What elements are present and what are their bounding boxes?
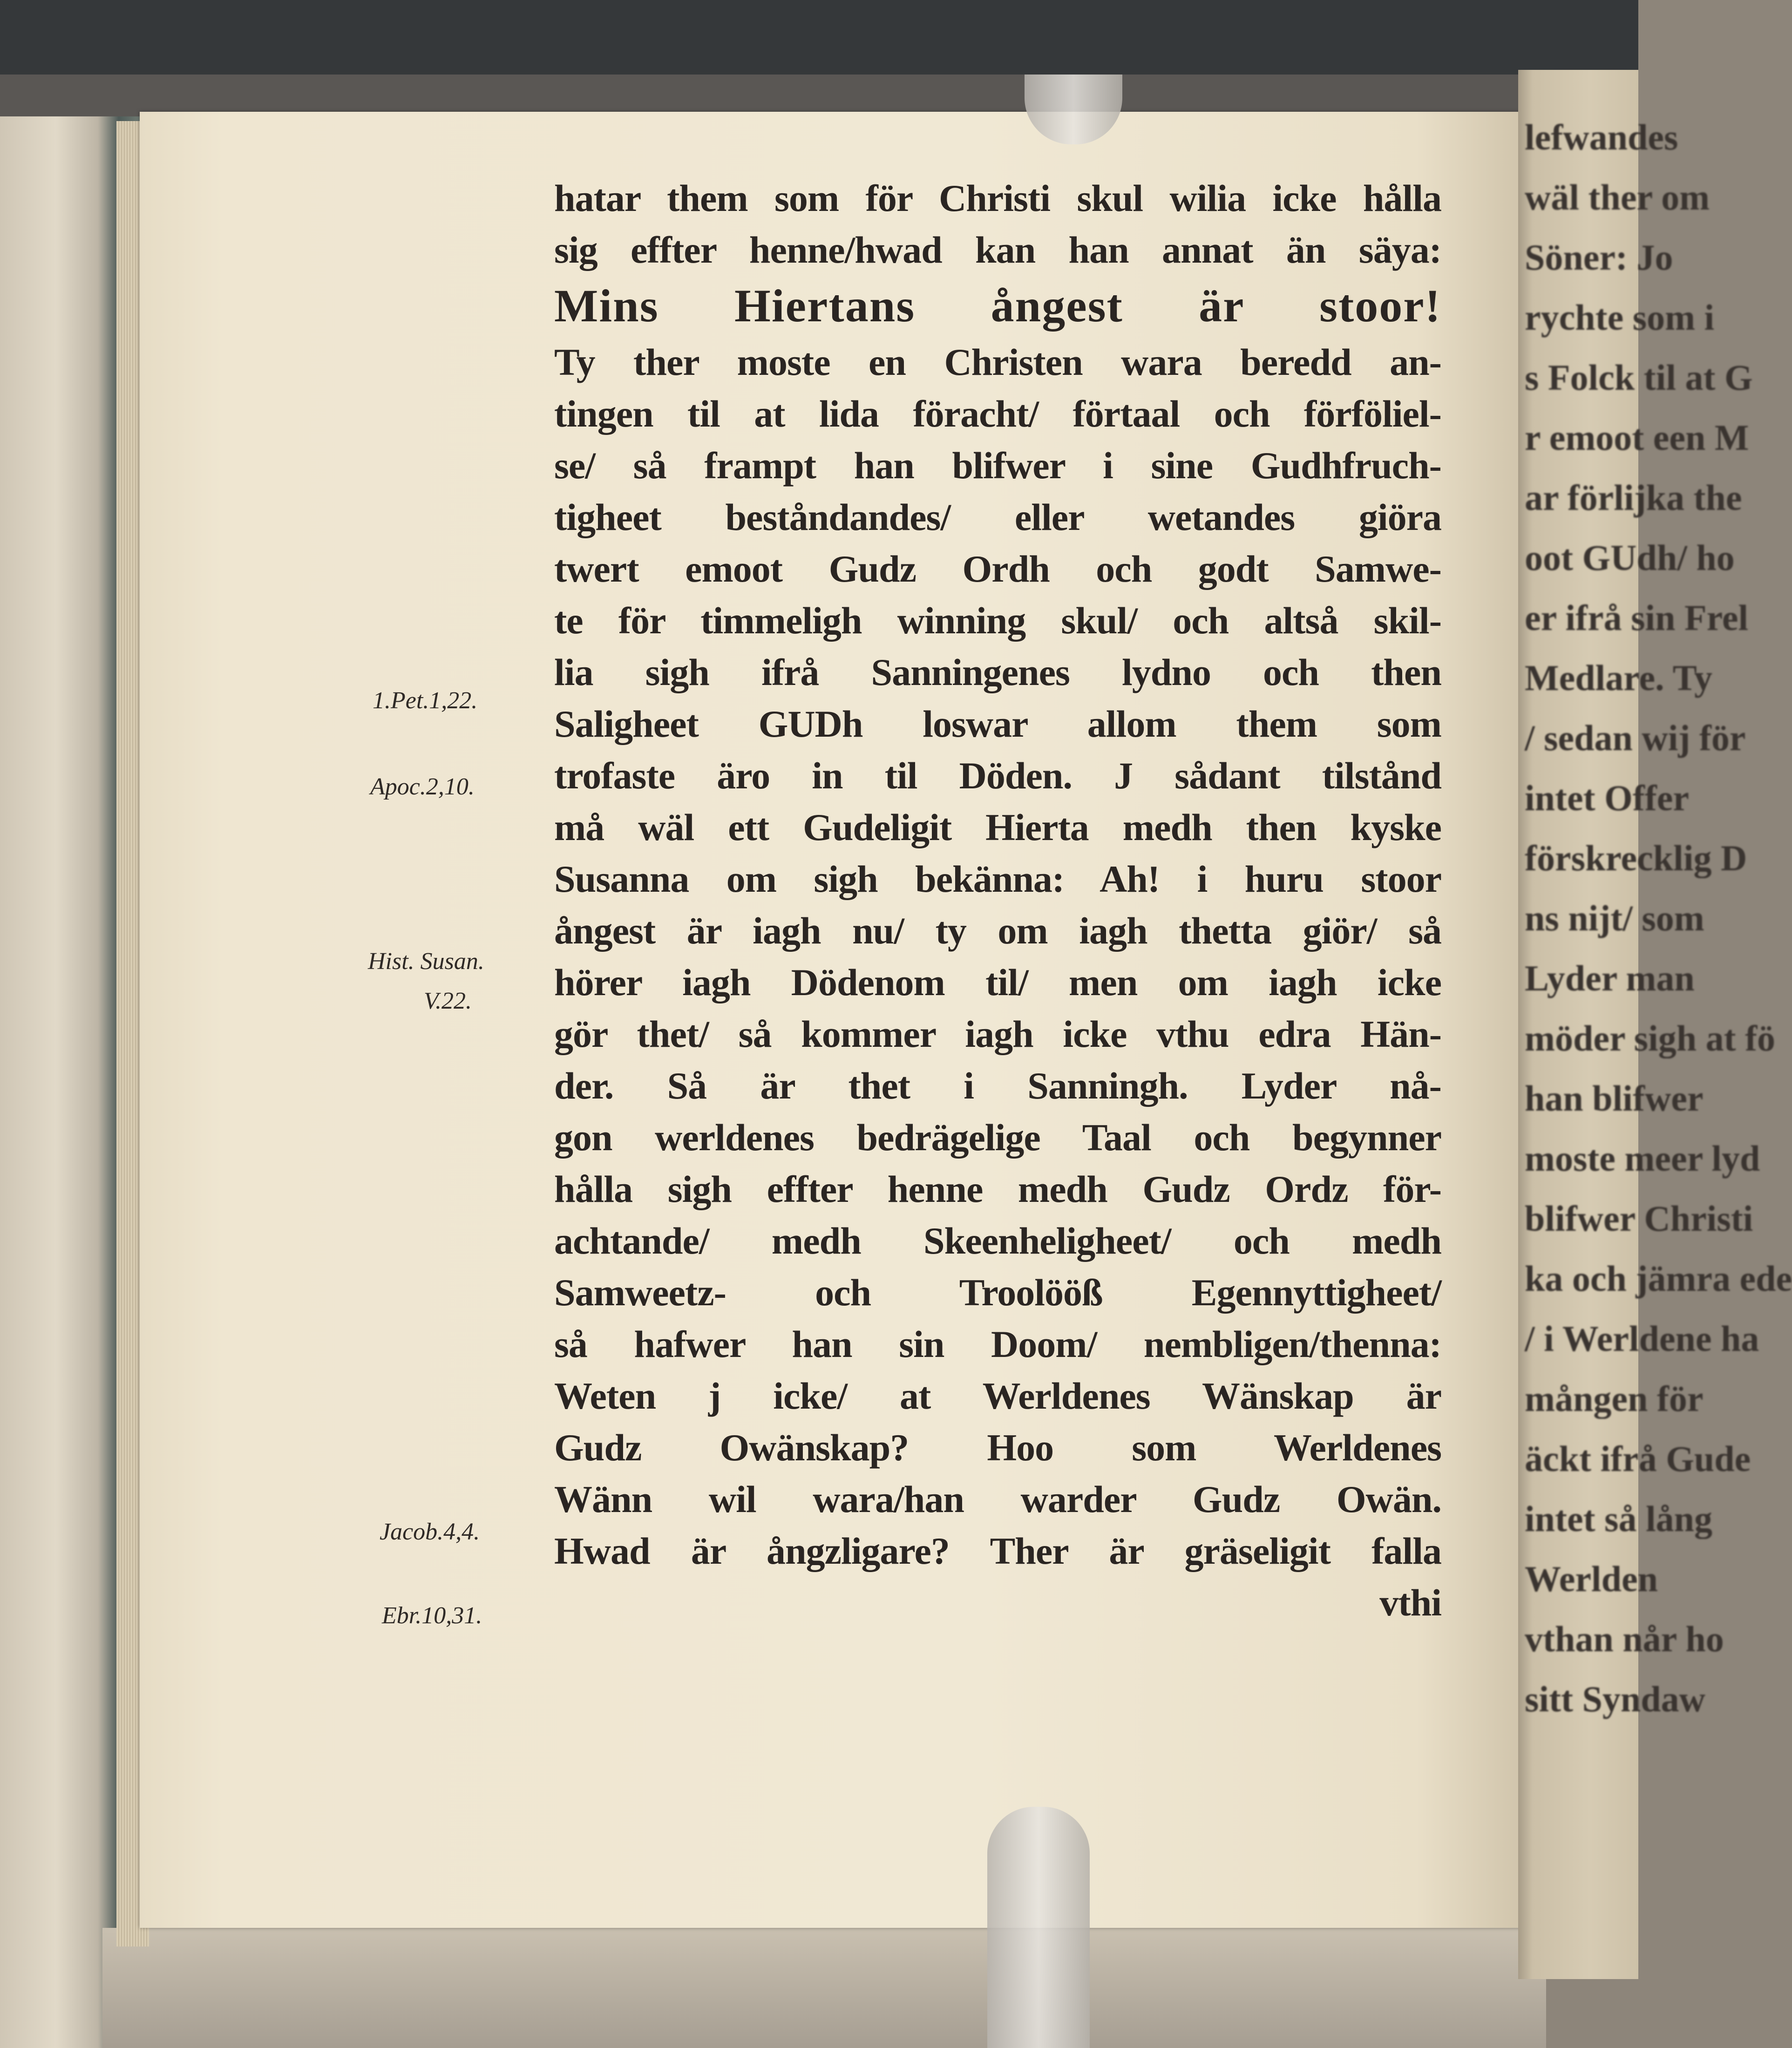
- scan-background-top: [0, 0, 1638, 81]
- text-line: tingen til at lida föracht/ förtaal och förföliel-: [554, 393, 1441, 435]
- facing-page-line: Werlden: [1525, 1559, 1658, 1599]
- text-line: vthi: [1379, 1581, 1441, 1624]
- text-line: sig effter henne/hwad kan han annat än säya:: [554, 229, 1441, 271]
- text-line: hatar them som för Christi skul wilia icke hålla: [554, 177, 1441, 219]
- margin-note-apoc: Apoc.2,10.: [370, 773, 475, 800]
- margin-note-verse: V.22.: [424, 988, 472, 1014]
- main-text-block: [554, 172, 1441, 1628]
- text-line: trofaste äro in til Döden. J sådant tilstånd: [554, 754, 1441, 797]
- facing-page-line: intet så lång: [1525, 1499, 1713, 1539]
- text-line: Saligheet GUDh loswar allom them som: [554, 703, 1441, 745]
- margin-note-ebr: Ebr.10,31.: [382, 1602, 482, 1629]
- facing-page-line: s Folck til at G: [1525, 357, 1753, 398]
- facing-page-line: rychte som i: [1525, 297, 1715, 338]
- facing-page-line: / i Werldene ha: [1525, 1318, 1759, 1359]
- text-line: twert emoot Gudz Ordh och godt Samwe-: [554, 548, 1441, 590]
- text-line: hörer iagh Dödenom til/ men om iagh icke: [554, 961, 1441, 1004]
- facing-page-line: Medlare. Ty: [1525, 658, 1712, 698]
- text-line: Weten j icke/ at Werldenes Wänskap är: [554, 1375, 1441, 1417]
- text-line: achtande/ medh Skeenheligheet/ och medh: [554, 1220, 1441, 1262]
- text-line: te för timmeligh winning skul/ och altså skil-: [554, 599, 1441, 642]
- facing-page-line: förskrecklig D: [1525, 838, 1747, 878]
- facing-page-line: moste meer lyd: [1525, 1138, 1760, 1179]
- margin-note-hist-susan: Hist. Susan.: [368, 948, 484, 975]
- text-line: Hwad är ångzligare? Ther är gräseligit falla: [554, 1530, 1441, 1572]
- book-bottom-edge: [102, 1928, 1546, 2048]
- text-line: ångest är iagh nu/ ty om iagh thetta giör/ så: [554, 909, 1441, 952]
- facing-page-line: äckt ifrå Gude: [1525, 1438, 1751, 1479]
- facing-page-line: blifwer Christi: [1525, 1198, 1753, 1239]
- text-line: Mins Hiertans ångest är stoor!: [554, 280, 1441, 332]
- facing-page-line: intet Offer: [1525, 778, 1689, 818]
- text-line: Ty ther moste en Christen wara beredd an-: [554, 341, 1441, 383]
- margin-note-jacob: Jacob.4,4.: [380, 1519, 480, 1545]
- facing-page: [1518, 70, 1792, 1979]
- facing-page-line: ns nijt/ som: [1525, 898, 1704, 938]
- facing-page-line: möder sigh at fö: [1525, 1018, 1776, 1058]
- facing-page-line: ar förlijka the: [1525, 477, 1742, 518]
- text-line: gör thet/ så kommer iagh icke vthu edra Hän-: [554, 1013, 1441, 1055]
- facing-page-line: lefwandes: [1525, 117, 1678, 157]
- facing-page-line: vthan når ho: [1525, 1619, 1724, 1659]
- facing-page-line: Lyder man: [1525, 958, 1695, 998]
- facing-page-line: Söner: Jo: [1525, 237, 1673, 278]
- text-line: må wäl ett Gudeligit Hierta medh then kyske: [554, 806, 1441, 848]
- page-clip-bottom: [987, 1807, 1090, 2048]
- facing-page-line: er ifrå sin Frel: [1525, 597, 1749, 638]
- text-line: Gudz Owänskap? Hoo som Werldenes: [554, 1426, 1441, 1469]
- facing-page-line: / sedan wij för: [1525, 718, 1746, 758]
- facing-page-line: mången för: [1525, 1378, 1704, 1419]
- text-line: så hafwer han sin Doom/ nembligen/thenna:: [554, 1323, 1441, 1365]
- facing-page-line: wäl ther om: [1525, 177, 1710, 217]
- text-line: Samweetz- och Troolööß Egennyttigheet/: [554, 1271, 1441, 1314]
- text-line: Susanna om sigh bekänna: Ah! i huru stoor: [554, 858, 1441, 900]
- text-line: gon werldenes bedrägelige Taal och begynner: [554, 1116, 1441, 1159]
- facing-page-line: han blifwer: [1525, 1078, 1704, 1119]
- facing-page-line: r emoot een M: [1525, 417, 1749, 458]
- text-line: hålla sigh effter henne medh Gudz Ordz för-: [554, 1168, 1441, 1210]
- facing-page-line: ka och jämra ede: [1525, 1258, 1792, 1299]
- text-line: se/ så frampt han blifwer i sine Gudhfruch-: [554, 444, 1441, 487]
- text-line: lia sigh ifrå Sanningenes lydno och then: [554, 651, 1441, 693]
- facing-page-line: sitt Syndaw: [1525, 1679, 1705, 1719]
- text-line: Wänn wil wara/han warder Gudz Owän.: [554, 1478, 1441, 1520]
- text-line: der. Så är thet i Sanningh. Lyder nå-: [554, 1065, 1441, 1107]
- margin-note-pet: 1.Pet.1,22.: [373, 687, 478, 714]
- text-line: tigheet beståndandes/ eller wetandes giöra: [554, 496, 1441, 538]
- facing-page-line: oot GUdh/ ho: [1525, 537, 1735, 578]
